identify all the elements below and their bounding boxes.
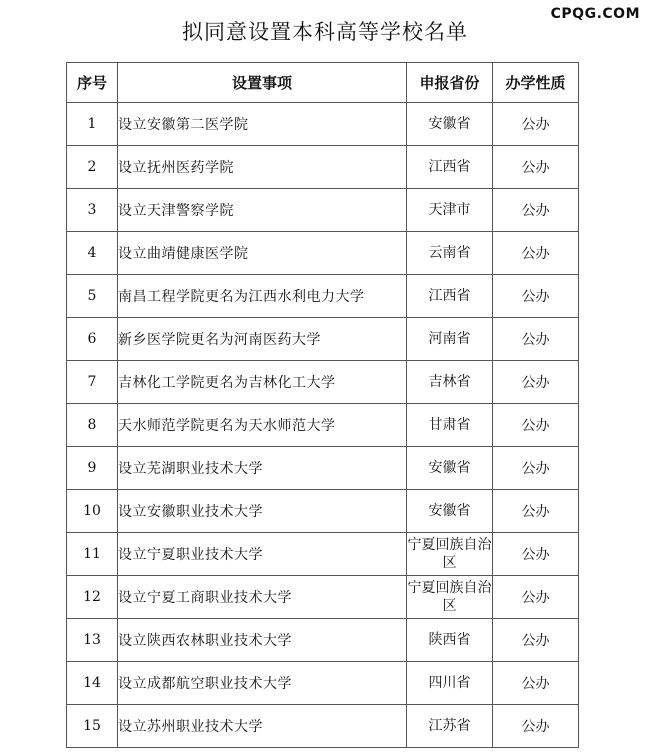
cell-province: 吉林省 — [407, 361, 493, 404]
table-row — [67, 619, 579, 662]
cell-province: 安徽省 — [407, 490, 493, 533]
cell-province: 河南省 — [407, 318, 493, 361]
table-body — [67, 103, 579, 748]
cell-type: 公办 — [493, 705, 579, 748]
table-row — [67, 404, 579, 447]
cell-type: 公办 — [493, 189, 579, 232]
cell-type: 公办 — [493, 447, 579, 490]
header-province: 申报省份 — [407, 63, 493, 103]
cell-type: 公办 — [493, 146, 579, 189]
cell-province: 甘肃省 — [407, 404, 493, 447]
cell-province: 安徽省 — [407, 103, 493, 146]
cell-type: 公办 — [493, 576, 579, 619]
table-row — [67, 146, 579, 189]
cell-item: 设立天津警察学院 — [118, 189, 407, 232]
cell-type: 公办 — [493, 361, 579, 404]
cell-type: 公办 — [493, 619, 579, 662]
cell-no: 13 — [67, 619, 118, 662]
table-row — [67, 576, 579, 619]
header-no: 序号 — [67, 63, 118, 103]
cell-item: 设立曲靖健康医学院 — [118, 232, 407, 275]
cell-item: 设立陕西农林职业技术大学 — [118, 619, 407, 662]
cell-type: 公办 — [493, 318, 579, 361]
cell-item: 设立抚州医药学院 — [118, 146, 407, 189]
table-row — [67, 662, 579, 705]
cell-item: 天水师范学院更名为天水师范大学 — [118, 404, 407, 447]
cell-province: 宁夏回族自治区 — [407, 576, 493, 619]
cell-no: 10 — [67, 490, 118, 533]
cell-type: 公办 — [493, 275, 579, 318]
cell-province: 安徽省 — [407, 447, 493, 490]
table-row — [67, 103, 579, 146]
watermark: CPQG.COM — [550, 6, 640, 22]
cell-no: 3 — [67, 189, 118, 232]
cell-no: 11 — [67, 533, 118, 576]
cell-province: 陕西省 — [407, 619, 493, 662]
table-header-row — [67, 63, 579, 103]
cell-no: 15 — [67, 705, 118, 748]
cell-no: 4 — [67, 232, 118, 275]
page-title: 拟同意设置本科高等学校名单 — [182, 20, 468, 44]
cell-item: 新乡医学院更名为河南医药大学 — [118, 318, 407, 361]
table-row — [67, 275, 579, 318]
cell-province: 天津市 — [407, 189, 493, 232]
table-row — [67, 232, 579, 275]
cell-province: 江西省 — [407, 275, 493, 318]
cell-type: 公办 — [493, 404, 579, 447]
cell-item: 设立安徽职业技术大学 — [118, 490, 407, 533]
cell-province: 云南省 — [407, 232, 493, 275]
header-item: 设置事项 — [118, 63, 407, 103]
cell-province: 江西省 — [407, 146, 493, 189]
school-list-table — [66, 62, 579, 748]
cell-no: 2 — [67, 146, 118, 189]
table-row — [67, 705, 579, 748]
cell-type: 公办 — [493, 662, 579, 705]
cell-type: 公办 — [493, 103, 579, 146]
table-row — [67, 318, 579, 361]
cell-item: 设立苏州职业技术大学 — [118, 705, 407, 748]
cell-no: 9 — [67, 447, 118, 490]
cell-province: 江苏省 — [407, 705, 493, 748]
cell-no: 5 — [67, 275, 118, 318]
header-type: 办学性质 — [493, 63, 579, 103]
cell-item: 设立成都航空职业技术大学 — [118, 662, 407, 705]
cell-type: 公办 — [493, 490, 579, 533]
cell-province: 宁夏回族自治区 — [407, 533, 493, 576]
cell-item: 吉林化工学院更名为吉林化工大学 — [118, 361, 407, 404]
cell-item: 南昌工程学院更名为江西水利电力大学 — [118, 275, 407, 318]
table-row — [67, 447, 579, 490]
cell-item: 设立安徽第二医学院 — [118, 103, 407, 146]
cell-no: 12 — [67, 576, 118, 619]
table-row — [67, 189, 579, 232]
cell-province: 四川省 — [407, 662, 493, 705]
cell-type: 公办 — [493, 232, 579, 275]
cell-item: 设立芜湖职业技术大学 — [118, 447, 407, 490]
cell-item: 设立宁夏工商职业技术大学 — [118, 576, 407, 619]
cell-no: 8 — [67, 404, 118, 447]
cell-no: 14 — [67, 662, 118, 705]
cell-no: 6 — [67, 318, 118, 361]
table-row — [67, 361, 579, 404]
table-row — [67, 490, 579, 533]
cell-item: 设立宁夏职业技术大学 — [118, 533, 407, 576]
table-row — [67, 533, 579, 576]
cell-no: 1 — [67, 103, 118, 146]
cell-no: 7 — [67, 361, 118, 404]
cell-type: 公办 — [493, 533, 579, 576]
